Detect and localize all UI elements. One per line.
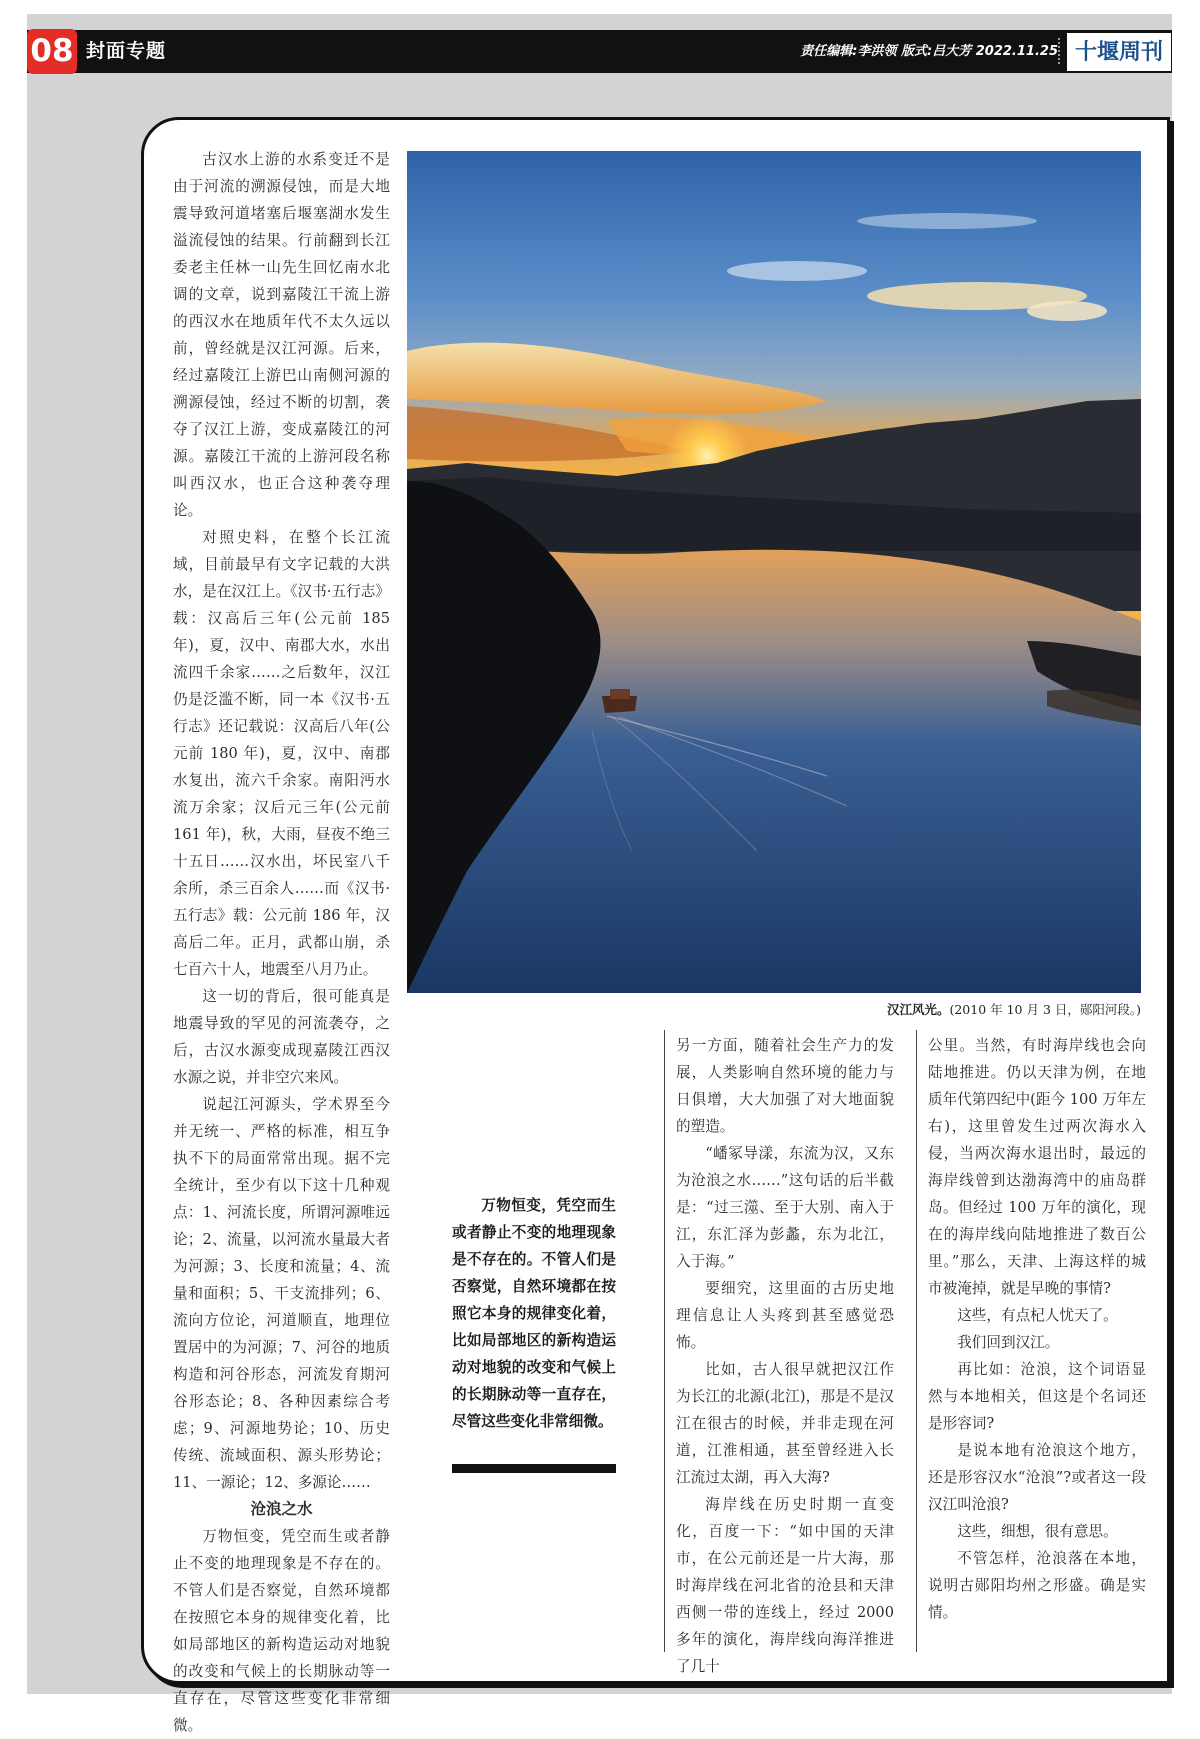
page-number: 08 [27, 29, 77, 74]
paragraph: 另一方面，随着社会生产力的发展，人类影响自然环境的能力与日俱增，大大加强了对大地面貌的塑造。 [676, 1037, 894, 1135]
paragraph: 海岸线在历史时期一直变化，百度一下：“如中国的天津市，在公元前还是一片大海，那时海岸线在河北省的沧县和天津西侧一带的连线上，经过 2000 多年的演化，海岸线向海洋推进了几十 [676, 1496, 894, 1675]
paragraph: 公里。当然，有时海岸线也会向陆地推进。仍以天津为例，在地质年代第四纪中(距今 100 万年左右)，这里曾发生过两次海水入侵，当两次海水退出时，最远的海岸线曾到达渤海湾中的庙岛群岛。但经过 100 万年的演化，现在的海岸线向陆地推进了数百公里。”那么，天津、上海这样的城市被淹掉，就是早晚的事情? [928, 1037, 1146, 1297]
caption-title: 汉江风光。 [886, 1002, 950, 1017]
pull-quote [452, 1192, 616, 1435]
paragraph: 对照史料，在整个长江流域，目前最早有文字记载的大洪水，是在汉江上。《汉书·五行志》载：汉高后三年(公元前 185 年)，夏，汉中、南郡大水，水出流四千余家……之后数年，汉江仍是泛滥不断，同一本《汉书·五行志》还记载说：汉高后八年(公元前 180 年)，夏，汉中、南郡水复出，流六千余家。南阳沔水流万余家；汉后元三年(公元前 161 年)，秋，大雨，昼夜不绝三十五日……汉水出，坏民室八千余所，杀三百余人……而《汉书·五行志》载：公元前 186 年，汉高后二年。正月，武都山崩，杀七百六十人，地震至八月乃止。 [173, 529, 390, 978]
brand-logo: 十堰周刊 [1067, 33, 1171, 71]
paragraph: 再比如：沧浪，这个词语显然与本地相关，但这是个名词还是形容词? [928, 1361, 1146, 1432]
pull-quote-text: 万物恒变，凭空而生或者静止不变的地理现象是不存在的。不管人们是否察觉，自然环境都在按照它本身的规律变化着，比如局部地区的新构造运动对地貌的改变和气候上的长期脉动等一直存在，尽管这些变化非常细微。 [452, 1197, 616, 1430]
paragraph: 古汉水上游的水系变迁不是由于河流的溯源侵蚀，而是大地震导致河道堵塞后堰塞湖水发生溢流侵蚀的结果。行前翻到长江委老主任林一山先生回忆南水北调的文章，说到嘉陵江干流上游的西汉水在地质年代不太久远以前，曾经就是汉江河源。后来，经过嘉陵江上游巴山南侧河源的溯源侵蚀，经过不断的切割，袭夺了汉江上游，变成嘉陵江的河源。嘉陵江干流的上游河段名称叫西汉水，也正合这种袭夺理论。 [173, 151, 390, 519]
subheading: 沧浪之水 [250, 1500, 313, 1518]
paragraph: 这些，细想，很有意思。 [957, 1523, 1118, 1540]
column-divider [916, 1030, 917, 1652]
paragraph: “嶓冢导漾，东流为汉，又东为沧浪之水……”这句话的后半截是：“过三澨、至于大别、南入于江，东汇泽为彭蠡，东为北江，入于海。” [676, 1145, 894, 1270]
photo-caption [407, 1000, 1141, 1018]
article-column-3 [676, 1032, 894, 1680]
paragraph: 不管怎样，沧浪落在本地，说明古郧阳均州之形盛。确是实情。 [928, 1550, 1146, 1621]
section-title: 封面专题 [86, 40, 167, 62]
pull-quote-bar [452, 1464, 616, 1473]
article-column-4 [928, 1032, 1146, 1626]
editors-line: 责任编辑:李洪领 版式:吕大芳 2022.11.25 [800, 44, 1058, 59]
paragraph: 说起江河源头，学术界至今并无统一、严格的标准，相互争执不下的局面常常出现。据不完全统计，至少有以下这十几种观点：1、河流长度，所谓河源唯远论；2、流量，以河流水量最大者为河源；3、长度和流量；4、流量和面积；5、干支流排列；6、流向方位论，河道顺直，地理位置居中的为河源；7、河谷的地质构造和河谷形态，河流发育期河谷形态论；8、各种因素综合考虑；9、河源地势论；10、历史传统、流域面积、源头形势论；11、一源论；12、多源论…… [173, 1096, 390, 1491]
paragraph: 要细究，这里面的古历史地理信息让人头疼到甚至感觉恐怖。 [676, 1280, 894, 1351]
article-column-1 [173, 146, 390, 1739]
paragraph: 是说本地有沧浪这个地方，还是形容汉水“沧浪”?或者这一段汉江叫沧浪? [928, 1442, 1146, 1513]
caption-detail: (2010 年 10 月 3 日，郧阳河段。) [949, 1002, 1141, 1017]
paragraph: 这些，有点杞人忧天了。 [957, 1307, 1118, 1324]
paragraph: 这一切的背后，很可能真是地震导致的罕见的河流袭夺，之后，古汉水源变成现嘉陵江西汉水源之说，并非空穴来风。 [173, 988, 390, 1086]
photo-hanjiang-sunset [407, 151, 1141, 993]
column-divider [664, 1030, 665, 1652]
header-divider [1058, 38, 1062, 64]
paragraph: 万物恒变，凭空而生或者静止不变的地理现象是不存在的。不管人们是否察觉，自然环境都在按照它本身的规律变化着，比如局部地区的新构造运动对地貌的改变和气候上的长期脉动等一直存在，尽管这些变化非常细微。 [173, 1528, 390, 1734]
paragraph: 比如，古人很早就把汉江作为长江的北源(北江)，那是不是汉江在很古的时候，并非走现在河道，江淮相通，甚至曾经进入长江流过太湖，再入大海? [676, 1361, 894, 1486]
paragraph: 我们回到汉江。 [957, 1334, 1060, 1351]
